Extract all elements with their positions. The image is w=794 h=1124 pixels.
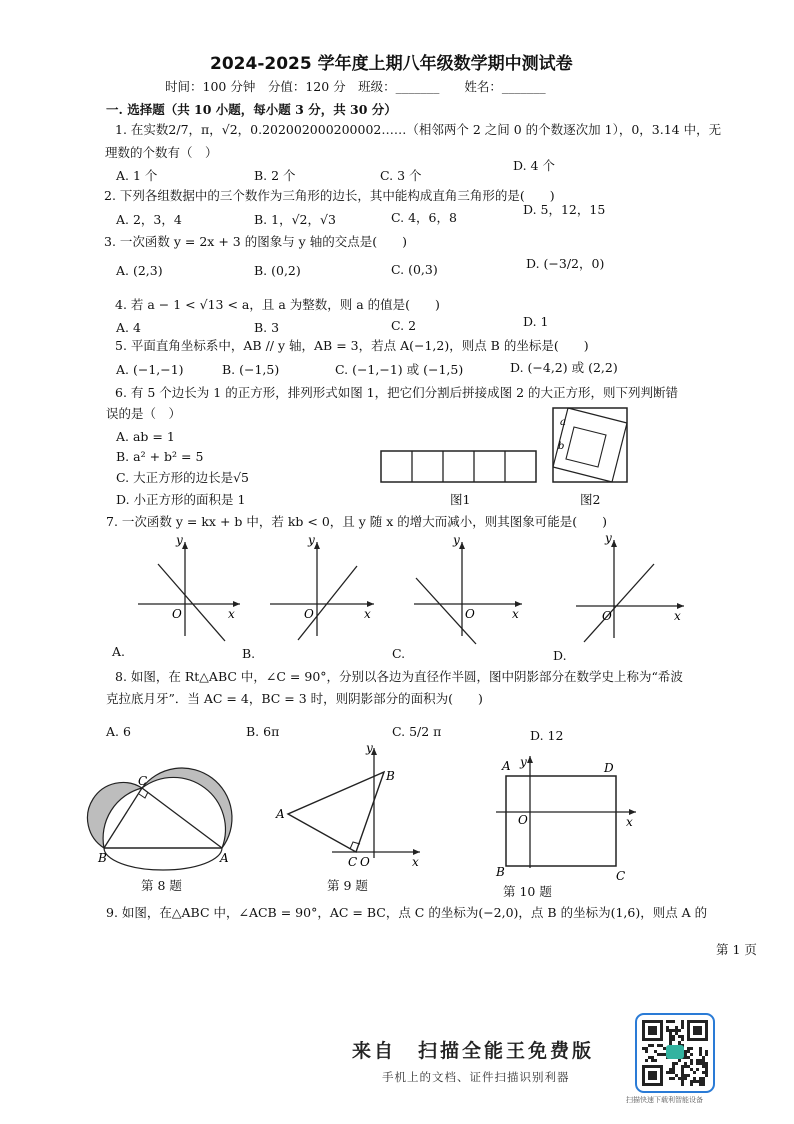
- fig10-label-y: y: [520, 755, 527, 769]
- q7b-x-label: x: [364, 607, 371, 621]
- q2-option-a: A. 2，3，4: [116, 212, 182, 227]
- q7-graph-a: [130, 533, 250, 646]
- fig9-label-a: A: [276, 807, 285, 821]
- figure-8: [92, 768, 242, 868]
- q7-option-d: D.: [553, 648, 567, 663]
- section-heading: 一. 选择题（共 10 小题，每小题 3 分，共 30 分）: [106, 102, 397, 117]
- fig9-label-b: B: [386, 769, 395, 783]
- q8-option-c: C. 5/2 π: [392, 724, 442, 739]
- q6-stem: 6. 有 5 个边长为 1 的正方形，排列形式如图 1，把它们分割后拼接成图 2 的大正方形，则下列判断错: [115, 385, 679, 400]
- q2-option-c: C. 4，6，8: [391, 210, 457, 225]
- q4-option-b: B. 3: [254, 320, 280, 335]
- q4-option-a: A. 4: [116, 320, 141, 335]
- fig9-label-c: C: [348, 855, 358, 869]
- q5-option-b: B. (−1,5): [222, 362, 280, 377]
- figure-8-label: 第 8 题: [141, 878, 182, 893]
- q3-option-c: C. (0,3): [391, 262, 438, 277]
- q7-option-b: B.: [242, 646, 256, 661]
- page-title: 2024-2025 学年度上期八年级数学期中测试卷: [210, 54, 573, 74]
- q6-stem-cont: 误的是（ ）: [106, 406, 182, 421]
- fig2-label-b: b: [558, 441, 565, 452]
- fig9-label-y: y: [366, 741, 373, 755]
- q3-stem: 3. 一次函数 y = 2x + 3 的图象与 y 轴的交点是( ): [104, 234, 407, 249]
- fig10-label-c: C: [616, 869, 626, 883]
- fig2-label-a: a: [560, 417, 566, 428]
- q4-option-d: D. 1: [523, 314, 549, 329]
- q7d-origin-label: O: [602, 609, 612, 623]
- figure-10: [490, 752, 640, 882]
- q7d-x-label: x: [674, 609, 681, 623]
- q2-option-b: B. 1，√2，√3: [254, 212, 336, 227]
- q7b-origin-label: O: [304, 607, 314, 621]
- q8-stem: 8. 如图，在 Rt△ABC 中，∠C = 90°，分别以各边为直径作半圆，图中阴影部分在数学史上称为“希波: [115, 669, 683, 684]
- q8-option-a: A. 6: [106, 724, 131, 739]
- fig8-label-a: A: [220, 851, 229, 865]
- q7c-y-label: y: [453, 533, 460, 547]
- q1-stem: 1. 在实数2/7，π，√2，0.202002000200002……（相邻两个 2 之间 0 的个数逐次加 1），0，3.14 中，无: [115, 122, 722, 137]
- fig8-label-b: B: [98, 851, 107, 865]
- q7-graph-c: [410, 533, 530, 646]
- q6-figure2-label: 图2: [580, 492, 601, 507]
- q6-option-b: B. a² + b² = 5: [116, 449, 204, 464]
- q1-option-a: A. 1 个: [116, 168, 158, 183]
- q1-option-b: B. 2 个: [254, 168, 296, 183]
- fig10-label-d: D: [604, 761, 614, 775]
- q6-option-c: C. 大正方形的边长是√5: [116, 470, 249, 485]
- q7-graph-b: [262, 533, 382, 646]
- q7-option-a: A.: [112, 644, 126, 659]
- q7a-x-label: x: [228, 607, 235, 621]
- qr-code-icon[interactable]: [636, 1014, 716, 1094]
- q8-option-d: D. 12: [530, 728, 564, 743]
- q6-figure2: [552, 407, 632, 487]
- q6-option-a: A. ab = 1: [116, 429, 175, 444]
- q3-option-d: D. (−3/2，0): [526, 256, 605, 271]
- fig9-label-o: O: [360, 855, 370, 869]
- q7-graph-d: [572, 531, 692, 646]
- figure-10-label: 第 10 题: [503, 884, 552, 899]
- q9-stem: 9. 如图，在△ABC 中，∠ACB = 90°，AC = BC，点 C 的坐标为(−2,0)，点 B 的坐标为(1,6)，则点 A 的: [106, 905, 708, 920]
- figure-9: [272, 741, 432, 869]
- q2-stem: 2. 下列各组数据中的三个数作为三角形的边长，其中能构成直角三角形的是( ): [104, 188, 555, 203]
- q6-figure1: [380, 450, 540, 486]
- q8-stem-cont: 克拉底月牙”．当 AC = 4，BC = 3 时，则阴影部分的面积为( ): [106, 691, 483, 706]
- scanner-watermark-subtitle: 手机上的文档、证件扫描识别利器: [382, 1070, 570, 1084]
- q7c-origin-label: O: [465, 607, 475, 621]
- q7a-y-label: y: [176, 533, 183, 547]
- q5-option-a: A. (−1,−1): [116, 362, 184, 377]
- q5-option-d: D. (−4,2) 或 (2,2): [510, 360, 618, 375]
- q3-option-a: A. (2,3): [116, 263, 163, 278]
- q6-figure1-label: 图1: [450, 492, 471, 507]
- page-number: 第 1 页: [716, 942, 757, 957]
- exam-info: 时间：100 分钟 分值：120 分 班级：_______ 姓名：_______: [165, 79, 546, 94]
- q4-stem: 4. 若 a − 1 < √13 < a，且 a 为整数，则 a 的值是( ): [115, 297, 440, 312]
- figure-9-label: 第 9 题: [327, 878, 368, 893]
- fig8-label-c: C: [138, 774, 148, 788]
- fig10-label-a: A: [502, 759, 511, 773]
- q7-option-c: C.: [392, 646, 406, 661]
- fig10-label-b: B: [496, 865, 505, 879]
- q3-option-b: B. (0,2): [254, 263, 301, 278]
- q5-stem: 5. 平面直角坐标系中，AB // y 轴，AB = 3，若点 A(−1,2)，则点 B 的坐标是( ): [115, 338, 589, 353]
- q1-option-d: D. 4 个: [513, 158, 555, 173]
- fig10-label-o: O: [518, 813, 528, 827]
- q4-option-c: C. 2: [391, 318, 417, 333]
- scanner-watermark-title: 来自 扫描全能王免费版: [352, 1040, 595, 1062]
- q7b-y-label: y: [308, 533, 315, 547]
- q1-option-c: C. 3 个: [380, 168, 422, 183]
- q2-option-d: D. 5，12，15: [523, 202, 606, 217]
- fig10-label-x: x: [626, 815, 633, 829]
- q7a-origin-label: O: [172, 607, 182, 621]
- q8-option-b: B. 6π: [246, 724, 280, 739]
- q5-option-c: C. (−1,−1) 或 (−1,5): [335, 362, 464, 377]
- q6-option-d: D. 小正方形的面积是 1: [116, 492, 246, 507]
- qr-caption: 扫描快速下载利智能设备: [626, 1096, 703, 1104]
- q7c-x-label: x: [512, 607, 519, 621]
- fig9-label-x: x: [412, 855, 419, 869]
- q7-stem: 7. 一次函数 y = kx + b 中，若 kb < 0，且 y 随 x 的增大而减小，则其图象可能是( ): [106, 514, 608, 529]
- q1-stem-cont: 理数的个数有（ ）: [105, 145, 218, 160]
- q7d-y-label: y: [605, 531, 612, 545]
